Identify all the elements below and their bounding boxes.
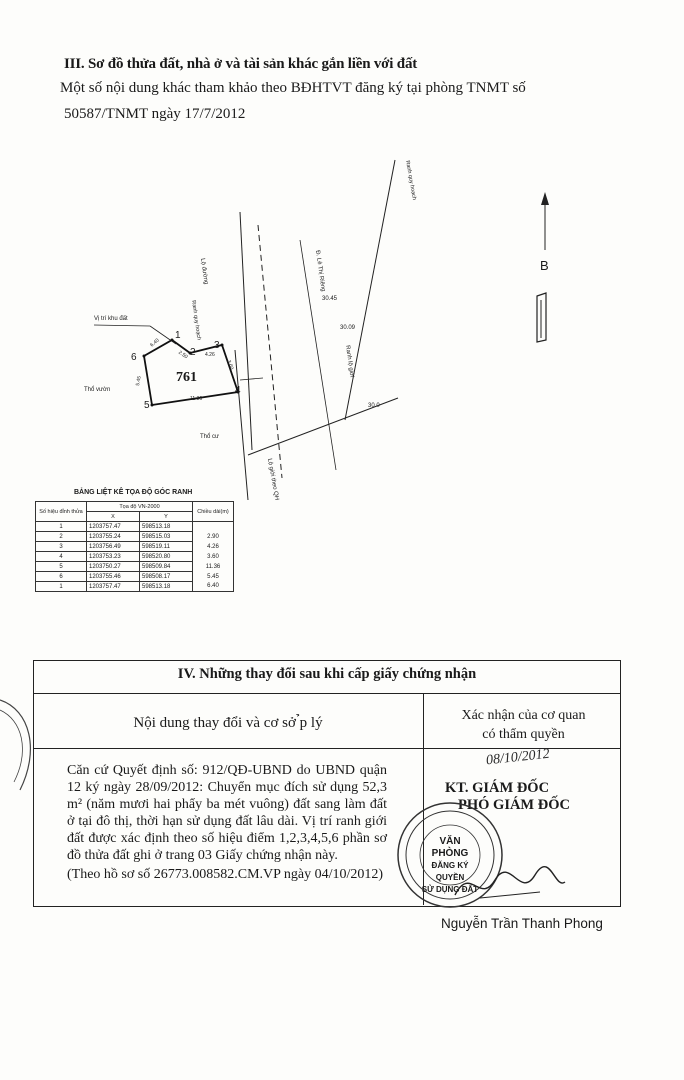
point-label-6: 6 <box>131 352 137 363</box>
table-row: 1 1203757.47 598513.18 6.40 <box>36 582 234 592</box>
north-arrow-head <box>541 192 549 205</box>
residential-land-label: Thổ cư <box>200 434 220 440</box>
edge-stamp-fragment <box>0 690 40 800</box>
street-label-bottom: Lộ giới theo QH <box>266 458 280 501</box>
street-label-left: Lộ đường <box>199 258 209 285</box>
change-description-text: Căn cứ Quyết định số: 912/QĐ-UBND do UBND quận 12 ký ngày 28/09/2012: Chuyển mục đích sử dụng 52,3 m² (năm mươi hai phẩy ba mét vuông) đất sang làm đất ở tại đô thị, thời hạn sử dụng đất lâu dài. Vị trí ranh giới đất được xác định theo số hiệu điểm 1,2,3,4,5,6 phần sơ đồ thửa đất ghi ở trang 03 Giấy chứng nhận này. <box>67 763 387 863</box>
table-row: 1 1203757.47 598513.18 <box>36 522 234 532</box>
signatory-title: KT. GIÁM ĐỐC <box>445 780 550 796</box>
coordinate-table-title: BẢNG LIỆT KÊ TỌA ĐỘ GÓC RANH <box>74 489 193 496</box>
table-row: 5 1203750.27 598509.84 11.36 <box>36 562 234 572</box>
dossier-note: (Theo hồ sơ số 26773.008582.CM.VP ngày 04/10/2012) <box>67 867 384 882</box>
road-line-left <box>240 212 252 450</box>
confirmation-header-line2: có thẩm quyền <box>482 727 565 742</box>
road-center-label: Đ. Lê Thị Riêng <box>314 250 326 293</box>
signer-name: Nguyễn Trần Thanh Phong <box>441 916 603 931</box>
edge-label-3: 3.60 <box>225 359 235 371</box>
coord-head-system: Tọa độ VN-2000 <box>87 502 193 512</box>
point-label-5: 5 <box>144 400 150 411</box>
divider <box>33 693 621 694</box>
table-row: 2 1203755.24 598515.03 2.90 <box>36 532 234 542</box>
edge-label-5: 5.45 <box>135 375 143 387</box>
stamp-line2: ĐĂNG KÝ QUYỀN <box>431 861 469 882</box>
section4-title: IV. Những thay đổi sau khi cấp giấy chứng nhận <box>177 666 477 682</box>
coordinate-table <box>35 501 234 592</box>
changes-column-header: Nội dung thay đổi và cơ sở ̉p lý <box>133 715 323 731</box>
stamp-line3: SỬ DỤNG ĐẤT <box>421 885 479 894</box>
point-label-4: 4 <box>235 385 241 396</box>
section3-title: III. Sơ đồ thửa đất, nhà ở và tài sản khác gắn liền với đất <box>64 56 418 72</box>
confirmation-column-header <box>426 706 621 744</box>
change-description <box>67 762 387 864</box>
edge-label-4: 11.36 <box>190 396 203 402</box>
coord-head-x: X <box>87 512 140 522</box>
signatory-position: PHÓ GIÁM ĐỐC <box>458 797 570 813</box>
signature <box>450 860 570 910</box>
stamp-line1: VĂN PHÒNG <box>431 836 469 859</box>
street-label-top-right: Ranh quy hoạch <box>404 160 417 201</box>
parcel-number: 761 <box>176 370 197 385</box>
edge-label-2: 4.26 <box>205 352 215 358</box>
point-label-3: 3 <box>214 340 220 351</box>
coord-head-length: Chiều dài(m) <box>193 502 234 522</box>
point-label-2: 2 <box>190 347 196 358</box>
measure-label-2: 30.09 <box>340 325 356 331</box>
road-line-right <box>345 160 395 420</box>
garden-land-label: Thổ vườn <box>84 387 111 393</box>
north-label: B <box>540 258 549 273</box>
coord-head-y: Y <box>140 512 193 522</box>
measure-label-3: 30.0 <box>368 403 380 409</box>
table-row: 3 1203756.49 598519.11 4.26 <box>36 542 234 552</box>
edge-label-1: 2.50 <box>177 349 189 361</box>
street-label-left-planning: Ranh quy hoạch <box>190 300 202 341</box>
coord-head-point: Số hiệu đỉnh thửa <box>36 502 87 522</box>
confirmation-header-line1: Xác nhận của cơ quan <box>461 708 586 723</box>
point-label-1: 1 <box>175 330 181 341</box>
road-right-label: Ranh lộ giới <box>344 345 355 378</box>
section3-reference-line2: 50587/TNMT ngày 17/7/2012 <box>64 106 246 122</box>
measure-label-1: 30.45 <box>322 296 338 302</box>
edge-label-6: 6.40 <box>149 337 161 349</box>
table-row: 6 1203755.46 598508.17 5.45 <box>36 572 234 582</box>
table-row: 4 1203753.23 598520.80 3.60 <box>36 552 234 562</box>
handwritten-date: 08/10/2012 <box>485 746 551 769</box>
location-label: Vị trí khu đất <box>94 316 128 322</box>
road-line-dashed <box>258 225 282 478</box>
road-line-left-lower <box>235 350 248 500</box>
section3-reference-line1: Một số nội dung khác tham khảo theo BĐHTVT đăng ký tại phòng TNMT số <box>60 80 526 96</box>
